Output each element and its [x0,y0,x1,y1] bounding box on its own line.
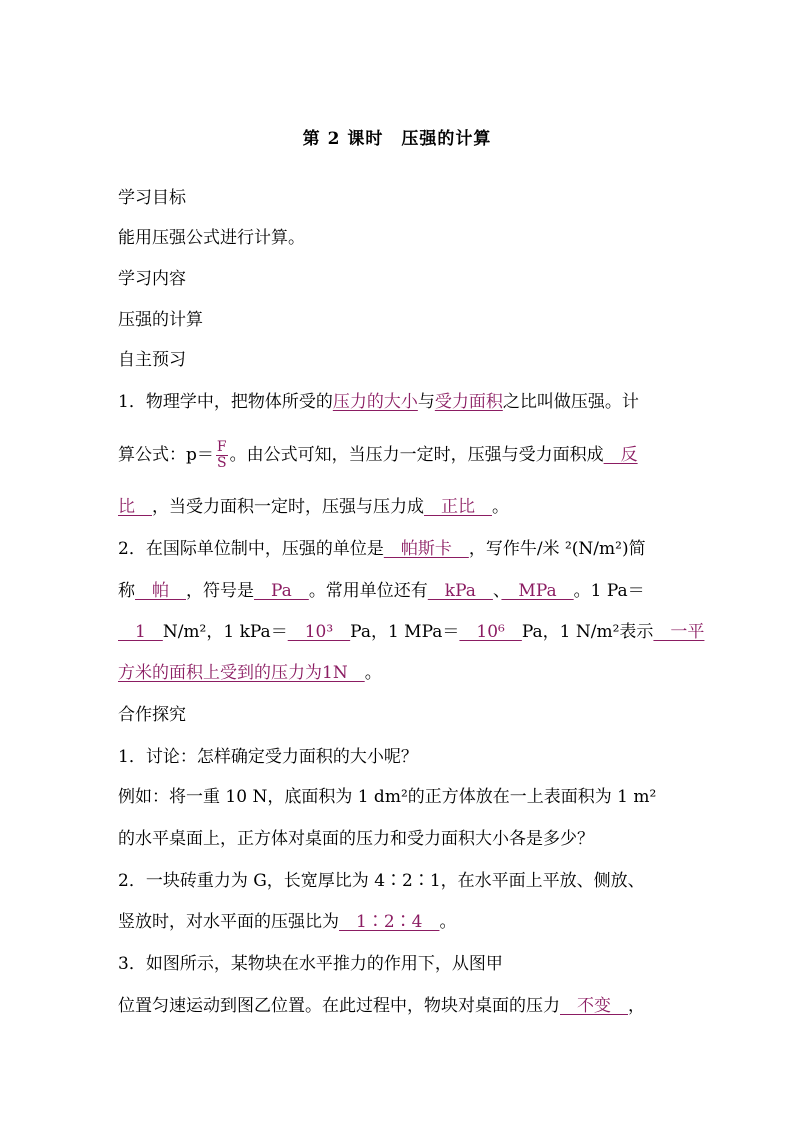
title-lesson: 第 2 课时 [302,129,384,149]
q1-text-g: 。 [492,497,509,517]
q1-line3 [118,496,509,518]
page-title [0,124,794,149]
q2-answer-7: 10³ [287,622,351,642]
q2-text-c: 称 [118,581,135,601]
q1-answer-3b: 比 [118,497,152,517]
q1-line1 [118,391,639,413]
e3-text-b: 位置匀速运动到图乙位置。在此过程中，物块对桌面的压力 [118,996,560,1016]
q2-text-k: 。 [364,663,382,683]
e2-text-b: 竖放时，对水平面的压强比为 [118,912,339,932]
e3-line2 [118,995,645,1017]
q1-answer-4: 正比 [424,497,492,517]
e3-answer: 不变 [560,996,628,1016]
heading-preview: 自主预习 [118,350,186,370]
heading-content: 学习内容 [118,269,186,289]
q2-answer-8: 10⁶ [459,622,522,642]
q2-text-e: 。常用单位还有 [308,581,428,601]
pressure-formula-fraction [216,440,228,471]
q1-answer-2: 受力面积 [434,392,503,412]
q2-answer-9b: 方米的面积上受到的压力为1N [118,663,365,683]
q1-answer-3a: 反 [603,445,638,465]
e3-line1: 3．如图所示，某物块在水平推力的作用下，从图甲 [118,954,503,974]
q2-answer-2: 帕 [135,581,186,601]
q1-line2 [118,440,638,471]
q1-text-c: 之比叫做压强。计 [502,392,639,412]
q1-text-f: ，当受力面积一定时，压强与压力成 [152,497,424,517]
q2-answer-9a: 一平 [653,622,705,642]
q2-text-j: Pa，1 N/m²表示 [521,622,654,642]
q2-line1 [118,538,646,560]
q1-text-d: 算公式：p＝ [118,445,214,465]
q2-answer-3: Pa [254,581,309,601]
q2-line2 [118,580,645,602]
e2-line2 [118,911,456,933]
q2-answer-4: kPa [427,581,493,601]
goal-text: 能用压强公式进行计算。 [118,228,305,248]
q2-text-a: 2．在国际单位制中，压强的单位是 [118,539,384,559]
e1-line2: 例如：将一重 10 N，底面积为 1 dm²的正方体放在一上表面积为 1 m² [118,787,657,807]
e2-line1: 2．一块砖重力为 G，长宽厚比为 4∶2∶1，在水平面上平放、侧放、 [118,871,645,891]
q2-text-i: Pa，1 MPa＝ [350,622,460,642]
q1-text-e: 。由公式可知，当压力一定时，压强与受力面积成 [229,445,604,465]
q1-text-b: 与 [417,392,435,412]
q2-line3 [118,621,704,643]
formula-denominator: S [216,455,227,471]
heading-goals: 学习目标 [118,188,186,208]
q2-text-g: 。1 Pa＝ [573,581,645,601]
heading-explore: 合作探究 [118,705,186,725]
q2-answer-5: MPa [501,581,574,601]
q2-answer-6: 1 [118,622,163,642]
formula-numerator: F [216,439,227,455]
q1-text-a: 1．物理学中，把物体所受的 [118,392,333,412]
q2-text-f: 、 [492,581,502,601]
q1-answer-1: 压力的大小 [332,392,418,412]
content-text: 压强的计算 [118,310,203,330]
q2-line4 [118,662,382,684]
e1-line1: 1．讨论：怎样确定受力面积的大小呢？ [118,747,418,767]
e3-text-c: ， [628,996,645,1016]
e1-line3: 的水平桌面上，正方体对桌面的压力和受力面积大小各是多少？ [118,829,594,849]
title-topic: 压强的计算 [401,129,492,149]
q2-text-d: ，符号是 [186,581,254,601]
q2-text-h: N/m²，1 kPa＝ [162,622,288,642]
q2-text-b: ，写作牛/米 ²(N/m²)简 [468,539,646,559]
e2-text-c: 。 [439,912,457,932]
e2-answer: 1∶2∶4 [339,912,440,932]
q2-answer-1: 帕斯卡 [383,539,469,559]
